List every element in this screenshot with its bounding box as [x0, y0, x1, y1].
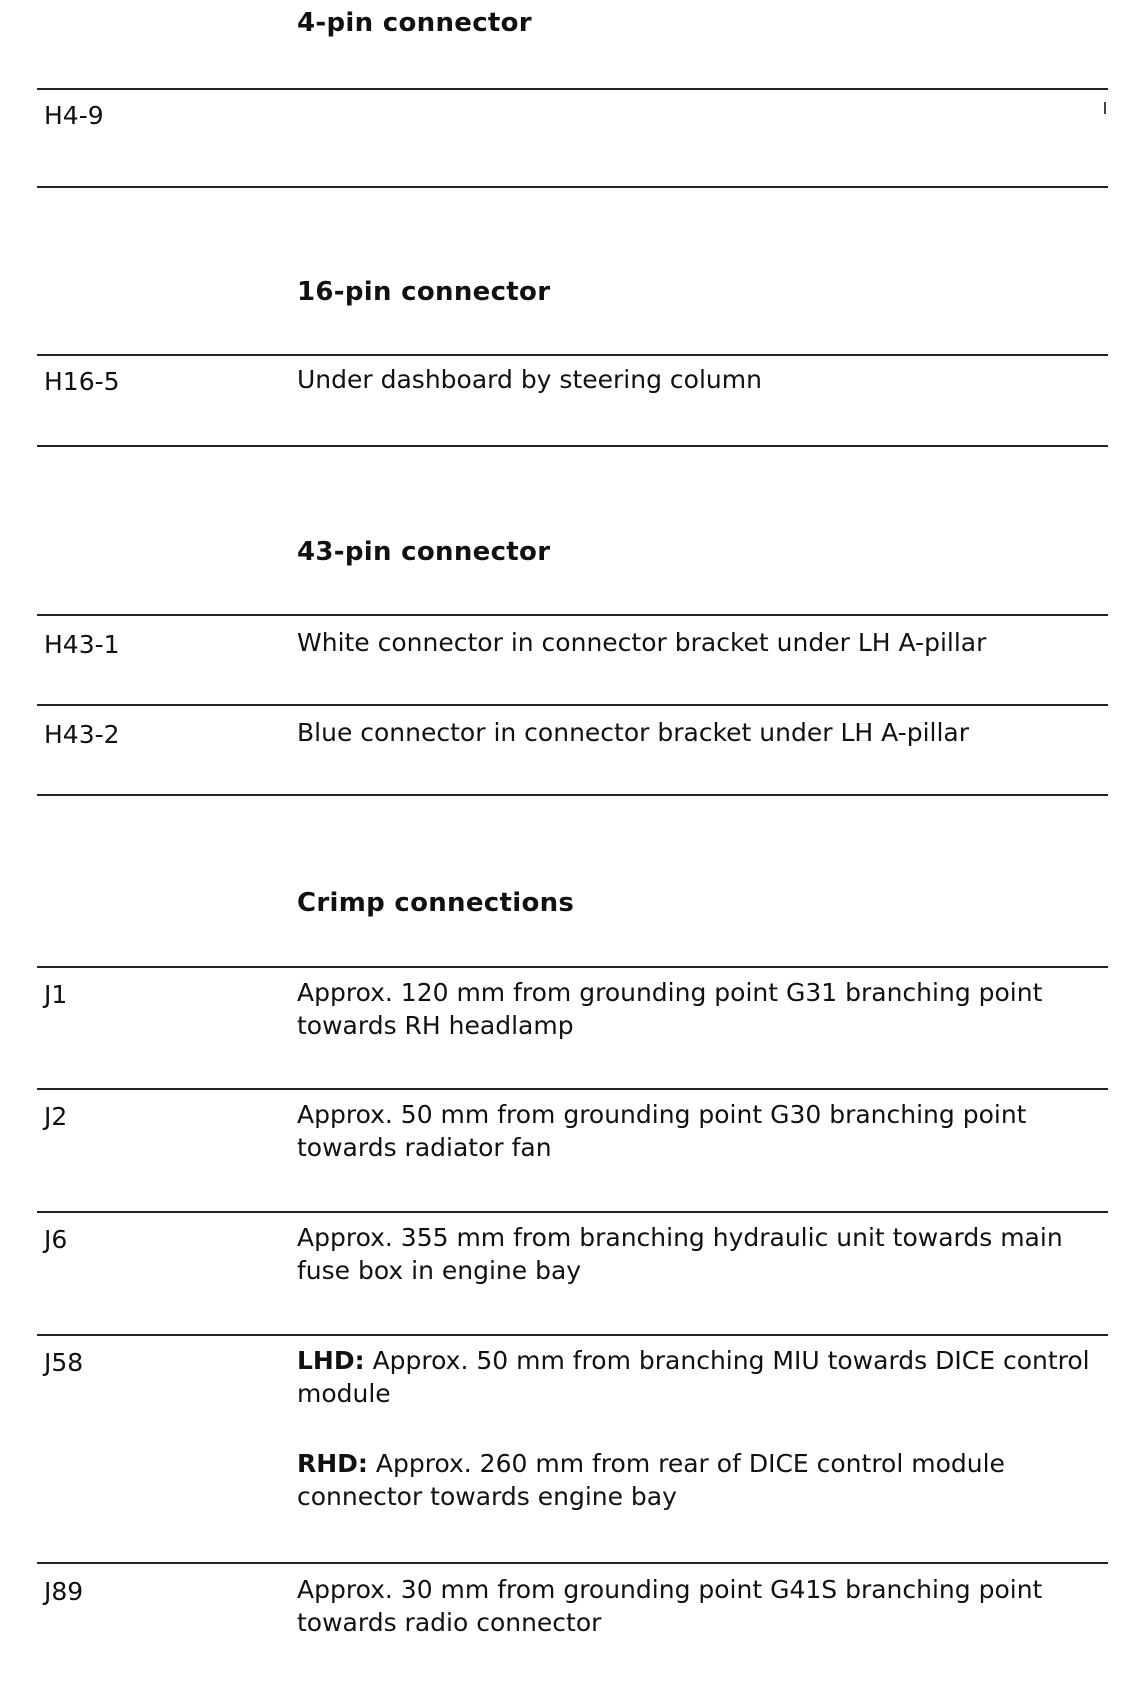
divider: [37, 186, 1108, 188]
rhd-note: [297, 1447, 1097, 1513]
connector-location: Approx. 355 mm from branching hydraulic unit towards main fuse box in engine bay: [297, 1223, 1063, 1285]
divider: [37, 1562, 1108, 1564]
section-heading-43-pin: 43-pin connector: [297, 537, 551, 567]
connector-code: J1: [44, 980, 68, 1009]
connector-code: H16-5: [44, 367, 120, 396]
connector-code: J6: [44, 1225, 68, 1254]
section-heading-16-pin: 16-pin connector: [297, 277, 551, 307]
section-heading-crimp: Crimp connections: [297, 888, 575, 918]
divider: [37, 1088, 1108, 1090]
divider: [37, 704, 1108, 706]
lhd-note: [297, 1344, 1097, 1410]
divider: [37, 445, 1108, 447]
connector-location: Approx. 50 mm from grounding point G30 branching point towards radiator fan: [297, 1100, 1027, 1162]
section-heading-4-pin: 4-pin connector: [297, 8, 532, 38]
connector-location: Approx. 30 mm from grounding point G41S branching point towards radio connector: [297, 1575, 1043, 1637]
divider: [37, 794, 1108, 796]
divider: [37, 614, 1108, 616]
edge-mark: [1104, 102, 1106, 114]
lhd-label: LHD:: [297, 1346, 365, 1375]
lhd-text: Approx. 50 mm from branching MIU towards DICE control module: [297, 1346, 1090, 1408]
connector-code: H43-1: [44, 630, 120, 659]
connector-code: H43-2: [44, 720, 120, 749]
divider: [37, 966, 1108, 968]
connector-code: J2: [44, 1102, 68, 1131]
connector-location: Approx. 120 mm from grounding point G31 branching point towards RH headlamp: [297, 978, 1043, 1040]
connector-code: H4-9: [44, 101, 104, 130]
connector-code: J89: [44, 1577, 84, 1606]
divider: [37, 1334, 1108, 1336]
connector-code: J58: [44, 1348, 84, 1377]
divider: [37, 1211, 1108, 1213]
connector-location: Blue connector in connector bracket under LH A-pillar: [297, 718, 970, 747]
divider: [37, 88, 1108, 90]
divider: [37, 354, 1108, 356]
rhd-text: Approx. 260 mm from rear of DICE control module connector towards engine bay: [297, 1449, 1005, 1511]
connector-location: [297, 1344, 1097, 1513]
connector-location: Under dashboard by steering column: [297, 365, 762, 394]
rhd-label: RHD:: [297, 1449, 368, 1478]
connector-location: White connector in connector bracket under LH A-pillar: [297, 628, 987, 657]
